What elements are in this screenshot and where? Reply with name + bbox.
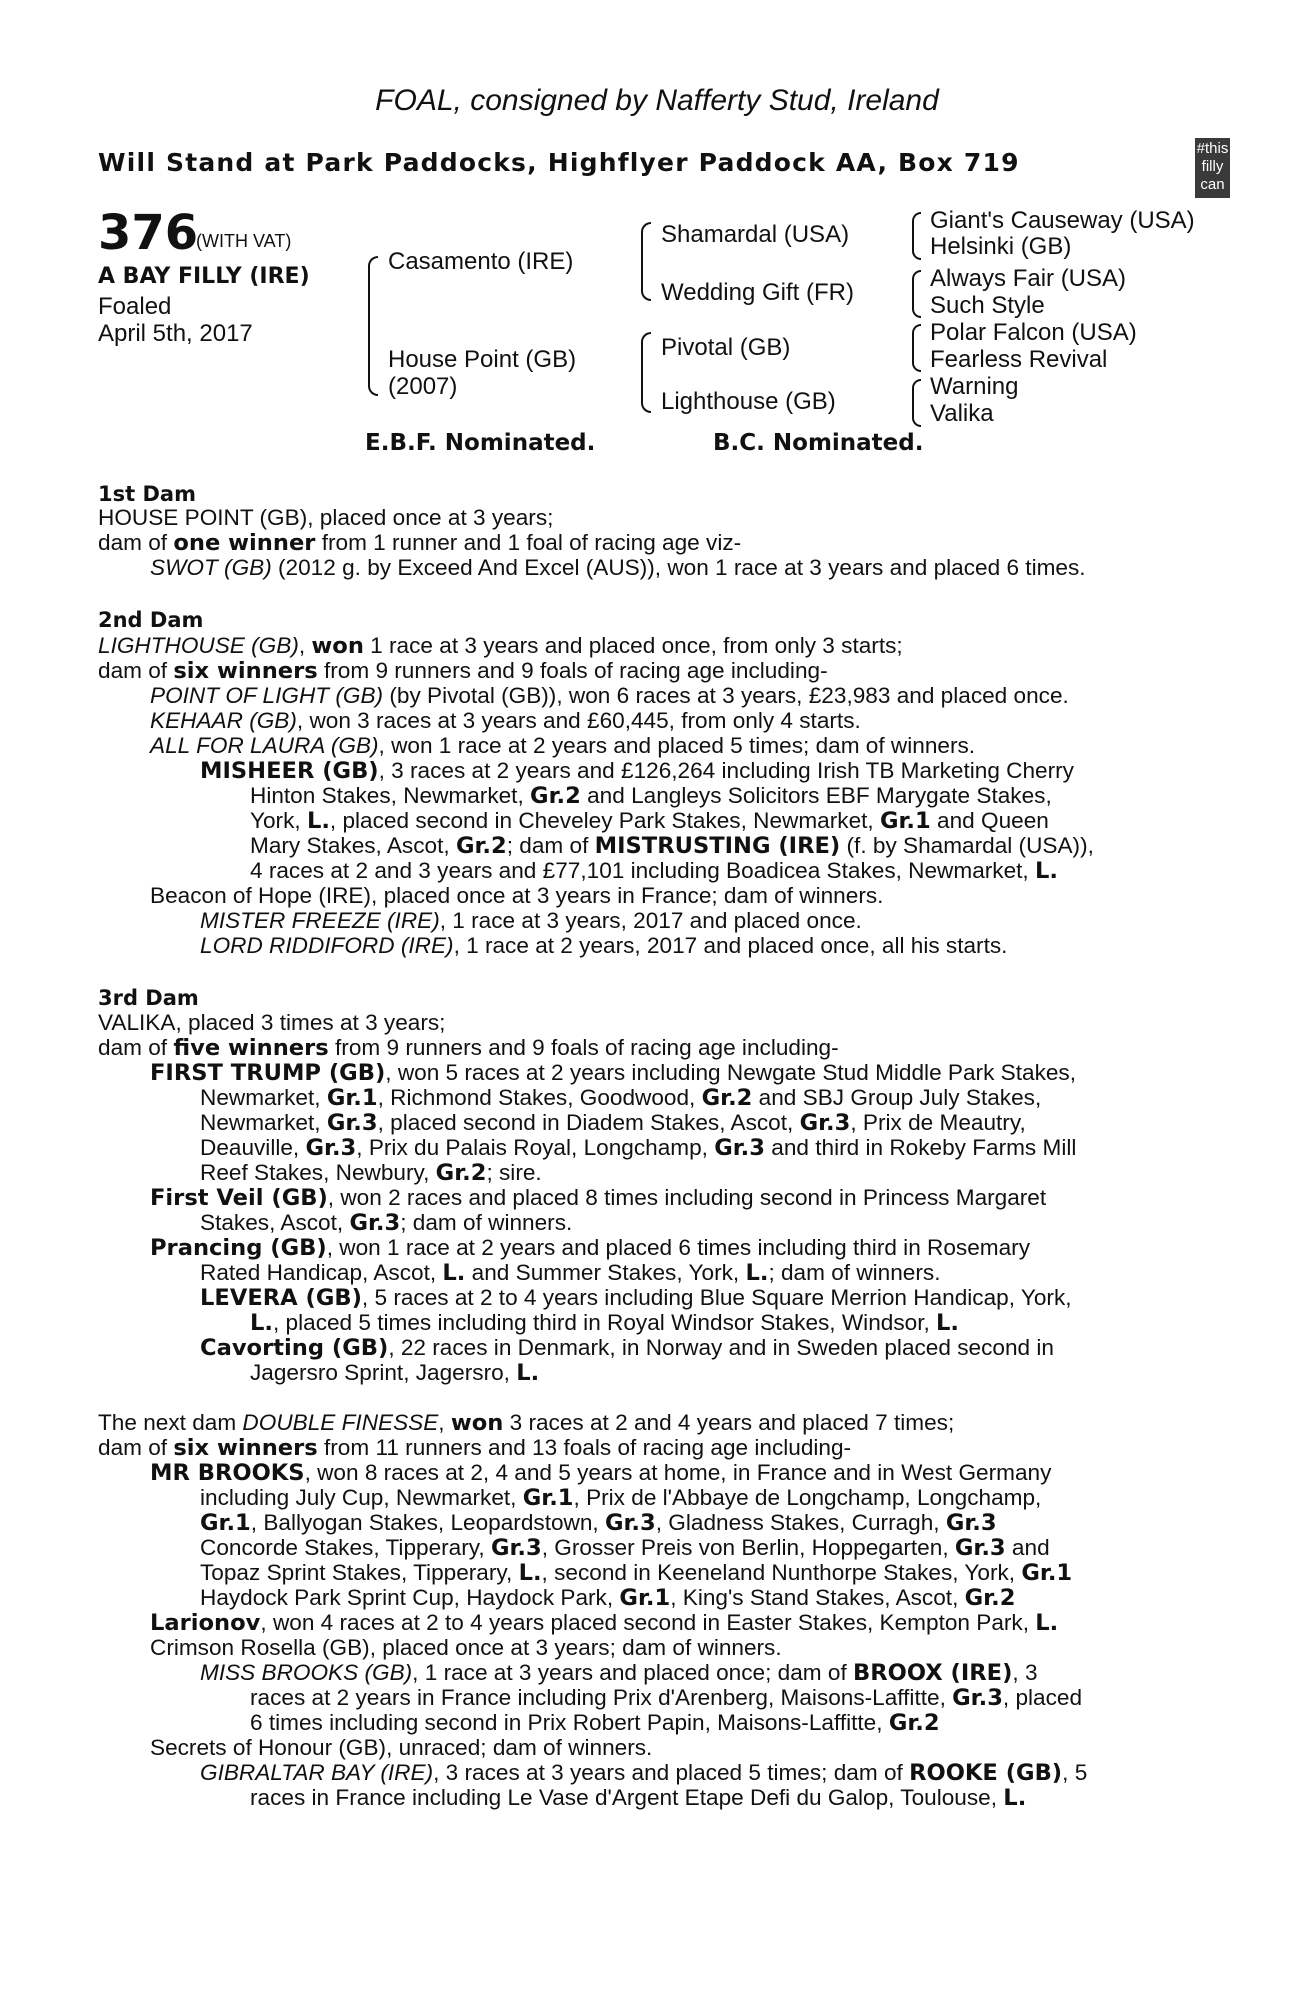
g-brace-4 — [912, 379, 921, 427]
dam-year: (2007) — [388, 373, 458, 400]
list-item: LEVERA (GB), 5 races at 2 to 4 years including Blue Square Merrion Handicap, York, — [200, 1285, 1072, 1311]
first-dam-foal: SWOT (GB) (2012 g. by Exceed And Excel (AUS)), won 1 race at 3 years and placed 6 times. — [150, 555, 1086, 580]
list-item-continued: Newmarket, Gr.1, Richmond Stakes, Goodwood, Gr.2 and SBJ Group July Stakes, — [200, 1085, 1042, 1111]
dam-sire: Pivotal (GB) — [661, 334, 791, 361]
second-dam-produce-line: dam of six winners from 9 runners and 9 foals of racing age including- — [98, 658, 828, 684]
dam-line-brace — [641, 332, 651, 413]
tag-word-1: #this — [1196, 140, 1229, 157]
bc-nominated: B.C. Nominated. — [713, 430, 924, 456]
list-item-continued: 6 times including second in Prix Robert Papin, Maisons-Laffitte, Gr.2 — [250, 1710, 940, 1736]
list-item: Larionov, won 4 races at 2 to 4 years placed second in Easter Stakes, Kempton Park, L. — [150, 1610, 1059, 1636]
list-item-continued: including July Cup, Newmarket, Gr.1, Prix de l'Abbaye de Longchamp, Longchamp, — [200, 1485, 1042, 1511]
sire-dam-brace — [368, 256, 378, 396]
lot-number: 376 — [98, 205, 199, 261]
third-dam-line: VALIKA, placed 3 times at 3 years; — [98, 1010, 446, 1035]
sire-sire: Shamardal (USA) — [661, 221, 850, 248]
list-item: ALL FOR LAURA (GB), won 1 race at 2 years and placed 5 times; dam of winners. — [150, 733, 976, 758]
gg-sire-4: Warning — [930, 373, 1019, 400]
list-item: Crimson Rosella (GB), placed once at 3 years; dam of winners. — [150, 1635, 782, 1660]
tag-word-2: filly — [1201, 158, 1224, 175]
second-dam-heading: 2nd Dam — [98, 608, 204, 632]
list-item: MR BROOKS, won 8 races at 2, 4 and 5 years at home, in France and in West Germany — [150, 1460, 1052, 1486]
first-dam-line: HOUSE POINT (GB), placed once at 3 years; — [98, 505, 554, 530]
g-brace-1 — [912, 212, 921, 260]
second-dam-line: LIGHTHOUSE (GB), won 1 race at 3 years and placed once, from only 3 starts; — [98, 633, 903, 659]
g-brace-3 — [912, 324, 921, 372]
list-item-continued: Stakes, Ascot, Gr.3; dam of winners. — [200, 1210, 573, 1236]
g-brace-2 — [912, 270, 921, 318]
sire: Casamento (IRE) — [388, 248, 574, 275]
next-dam-produce-line: dam of six winners from 11 runners and 13 foals of racing age including- — [98, 1435, 852, 1461]
list-item: Cavorting (GB), 22 races in Denmark, in Norway and in Sweden placed second in — [200, 1335, 1054, 1361]
list-item: FIRST TRUMP (GB), won 5 races at 2 years including Newgate Stud Middle Park Stakes, — [150, 1060, 1077, 1086]
list-item: POINT OF LIGHT (GB) (by Pivotal (GB)), won 6 races at 3 years, £23,983 and placed once. — [150, 683, 1069, 708]
list-item: LORD RIDDIFORD (IRE), 1 race at 2 years, 2017 and placed once, all his starts. — [200, 933, 1008, 958]
list-item-continued: Reef Stakes, Newbury, Gr.2; sire. — [200, 1160, 542, 1186]
list-item: Beacon of Hope (IRE), placed once at 3 years in France; dam of winners. — [150, 883, 884, 908]
sire-dam: Wedding Gift (FR) — [661, 279, 854, 306]
third-dam-heading: 3rd Dam — [98, 986, 199, 1010]
list-item: MISHEER (GB), 3 races at 2 years and £126,264 including Irish TB Marketing Cherry — [200, 758, 1074, 784]
foaled-date: April 5th, 2017 — [98, 320, 253, 347]
gg-sire-1: Giant's Causeway (USA) — [930, 207, 1195, 234]
ebf-nominated: E.B.F. Nominated. — [365, 430, 596, 456]
dam: House Point (GB) — [388, 346, 577, 373]
list-item-continued: Rated Handicap, Ascot, L. and Summer Stakes, York, L.; dam of winners. — [200, 1260, 941, 1286]
list-item-continued: Topaz Sprint Stakes, Tipperary, L., second in Keeneland Nunthorpe Stakes, York, Gr.1 — [200, 1560, 1073, 1586]
gg-sire-3: Polar Falcon (USA) — [930, 319, 1137, 346]
first-dam-heading: 1st Dam — [98, 482, 196, 506]
hashtag-logo — [1195, 138, 1230, 198]
gg-dam-4: Valika — [930, 400, 994, 427]
list-item-continued: Haydock Park Sprint Cup, Haydock Park, Gr.1, King's Stand Stakes, Ascot, Gr.2 — [200, 1585, 1016, 1611]
third-dam-produce-line: dam of five winners from 9 runners and 9 foals of racing age including- — [98, 1035, 839, 1061]
list-item-continued: races in France including Le Vase d'Argent Etape Defi du Galop, Toulouse, L. — [250, 1785, 1027, 1811]
list-item-continued: York, L., placed second in Cheveley Park Stakes, Newmarket, Gr.1 and Queen — [250, 808, 1049, 834]
first-dam-produce-line: dam of one winner from 1 runner and 1 foal of racing age viz- — [98, 530, 742, 556]
list-item-continued: Concorde Stakes, Tipperary, Gr.3, Grosser Preis von Berlin, Hoppegarten, Gr.3 and — [200, 1535, 1050, 1561]
list-item: Prancing (GB), won 1 race at 2 years and placed 6 times including third in Rosemary — [150, 1235, 1030, 1261]
list-item: First Veil (GB), won 2 races and placed 8 times including second in Princess Margaret — [150, 1185, 1047, 1211]
foaled-label: Foaled — [98, 293, 172, 320]
consignment-line: FOAL, consigned by Nafferty Stud, Ireland — [375, 84, 939, 117]
list-item-continued: Mary Stakes, Ascot, Gr.2; dam of MISTRUSTING (IRE) (f. by Shamardal (USA)), — [250, 833, 1094, 859]
next-dam-line: The next dam DOUBLE FINESSE, won 3 races at 2 and 4 years and placed 7 times; — [98, 1410, 955, 1436]
list-item-continued: L., placed 5 times including third in Royal Windsor Stakes, Windsor, L. — [250, 1310, 960, 1336]
list-item: Secrets of Honour (GB), unraced; dam of winners. — [150, 1735, 653, 1760]
list-item-continued: 4 races at 2 and 3 years and £77,101 including Boadicea Stakes, Newmarket, L. — [250, 858, 1058, 884]
tag-word-3: can — [1200, 176, 1225, 193]
gg-sire-2: Always Fair (USA) — [930, 265, 1127, 292]
list-item: MISS BROOKS (GB), 1 race at 3 years and placed once; dam of BROOX (IRE), 3 — [200, 1660, 1038, 1686]
location-line: Will Stand at Park Paddocks, Highflyer Paddock AA, Box 719 — [98, 148, 1020, 177]
vat-note: (WITH VAT) — [196, 231, 292, 251]
list-item-continued: Gr.1, Ballyogan Stakes, Leopardstown, Gr.3, Gladness Stakes, Curragh, Gr.3 — [200, 1510, 997, 1536]
gg-dam-1: Helsinki (GB) — [930, 233, 1072, 260]
list-item-continued: Deauville, Gr.3, Prix du Palais Royal, Longchamp, Gr.3 and third in Rokeby Farms Mill — [200, 1135, 1077, 1161]
list-item-continued: Jagersro Sprint, Jagersro, L. — [250, 1360, 540, 1386]
list-item: GIBRALTAR BAY (IRE), 3 races at 3 years and placed 5 times; dam of ROOKE (GB), 5 — [200, 1760, 1088, 1786]
list-item-continued: races at 2 years in France including Prix d'Arenberg, Maisons-Laffitte, Gr.3, placed — [250, 1685, 1083, 1711]
list-item: KEHAAR (GB), won 3 races at 3 years and £60,445, from only 4 starts. — [150, 708, 861, 733]
list-item-continued: Hinton Stakes, Newmarket, Gr.2 and Langleys Solicitors EBF Marygate Stakes, — [250, 783, 1052, 809]
gg-dam-2: Such Style — [930, 292, 1045, 319]
gg-dam-3: Fearless Revival — [930, 346, 1108, 373]
list-item-continued: Newmarket, Gr.3, placed second in Diadem Stakes, Ascot, Gr.3, Prix de Meautry, — [200, 1110, 1026, 1136]
lot-name: A BAY FILLY (IRE) — [98, 264, 310, 289]
sire-line-brace — [641, 222, 651, 301]
dam-dam: Lighthouse (GB) — [661, 388, 836, 415]
list-item: MISTER FREEZE (IRE), 1 race at 3 years, 2017 and placed once. — [200, 908, 862, 933]
